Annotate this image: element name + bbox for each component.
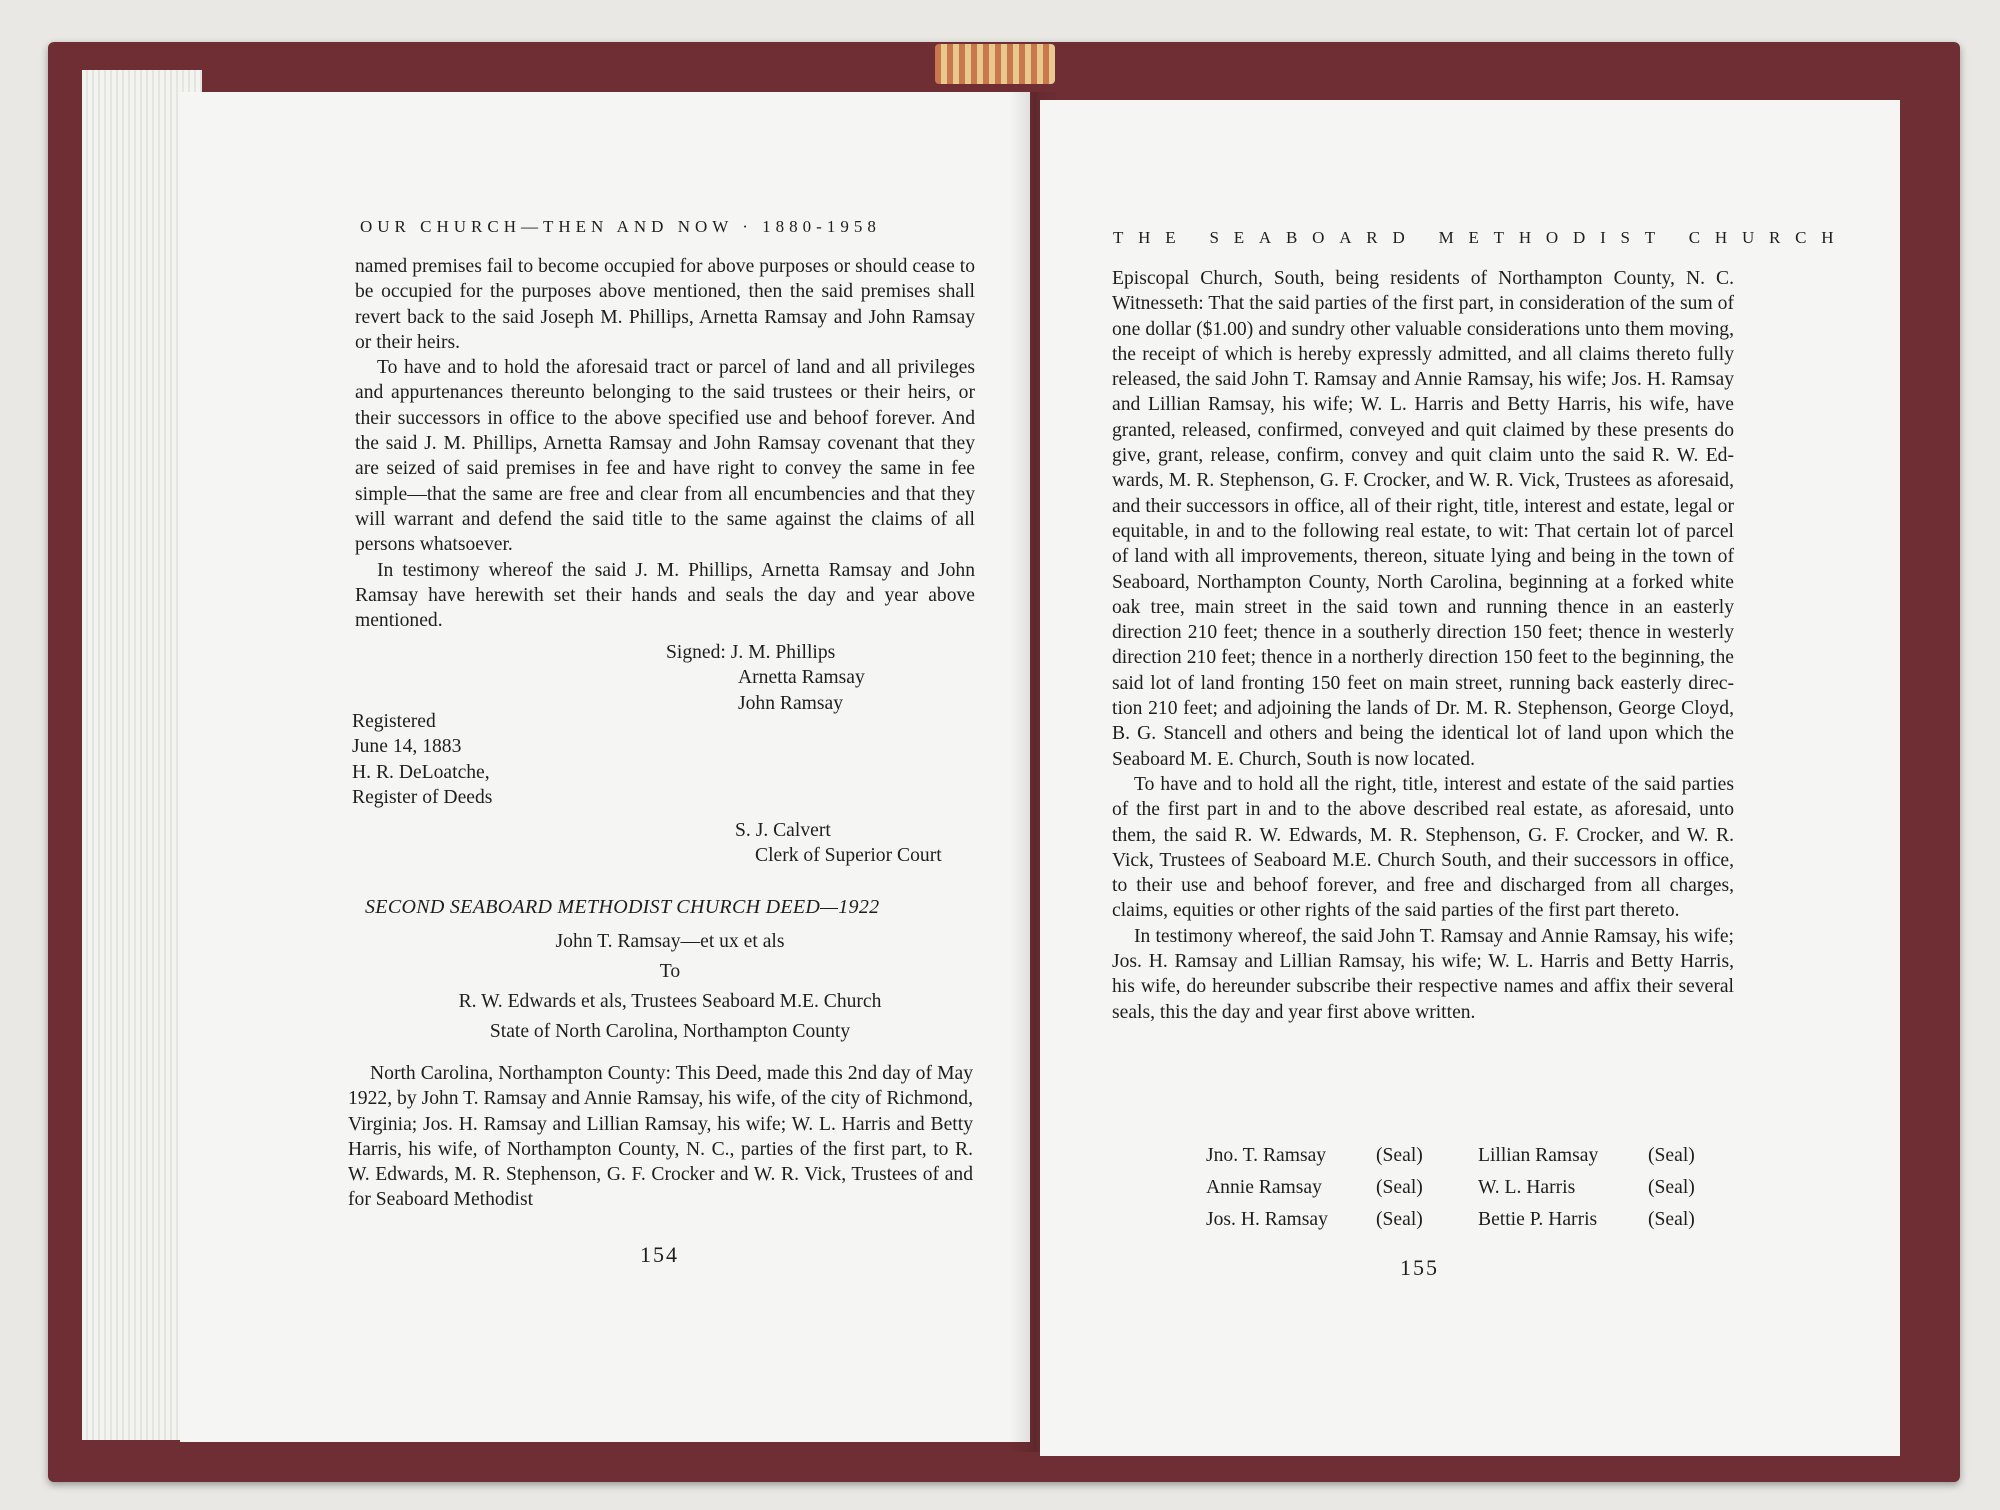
signed-block: [666, 640, 986, 716]
signature-name: Bettie P. Harris: [1478, 1209, 1598, 1230]
registered-line: June 14, 1883: [352, 736, 462, 758]
signature-name: Annie Ramsay: [1206, 1177, 1322, 1198]
right-page: [1040, 100, 1900, 1456]
signature-name: Lillian Ramsay: [1478, 1145, 1599, 1166]
paragraph: North Carolina, Northampton County: This Deed, made this 2nd day of May 1922, by John T. Ramsay and Annie Ramsay, his wife, of the city of Richmond, Virginia; Jos. H. Ramsay and Lillian Ramsay, his wife; W. L. Harris and Betty Harris, his wife, of Northampton County, N. C., parties of the first part, to R. W. Edwards, M. R. Stephenson, G. F. Crocker and W. R. Vick, Trustees of and for Seaboard Methodist: [348, 1063, 973, 1211]
signature-row: [1206, 1204, 1695, 1236]
party-line: R. W. Edwards et als, Trustees Seaboard M.E. Church: [458, 991, 882, 1012]
page-number-right: 155: [1400, 1255, 1439, 1280]
signed-line: John Ramsay: [738, 692, 844, 714]
book-headband: [935, 44, 1055, 84]
paragraph: To have and to hold all the right, title, interest and estate of the said parties of the first part in and to the above described real estate, as aforesaid, unto them, the said R. W. Edwards, M. R. Stephenson, G. F. Crocker, and W. R. Vick, Trustees of Seaboard M.E. Church South, and their successors in office, to their use and behoof forever, and free and discharged from all charges, claims, equities or other rights of the said parties of the first part thereto.: [1112, 773, 1734, 922]
seal-label: (Seal): [1648, 1209, 1695, 1230]
party-line: John T. Ramsay—et ux et als: [555, 931, 785, 952]
deed-paragraph: [348, 1061, 973, 1213]
signed-line: Arnetta Ramsay: [738, 667, 865, 689]
clerk-line: Clerk of Superior Court: [755, 845, 942, 867]
paragraph: In testimony whereof the said J. M. Phillips, Arnetta Ramsay and John Ramsay have herewith set their hands and seals the day and year above mentioned.: [355, 559, 975, 632]
paragraph: To have and to hold the aforesaid tract or parcel of land and all privileges and appurtenances thereunto belonging to the said trustees or their heirs, or their successors in office to the above specified use and behoof forever. And the said J. M. Phillips, Arnetta Ramsay and John Ramsay covenant that they are seized of said premises in fee and have right to convey the same in fee simple—that the same are free and clear from all encumbencies and that they will warrant and defend the said title to the same against the claims of all persons whatsoever.: [355, 357, 975, 556]
signature-row: [1206, 1140, 1695, 1172]
registered-line: H. R. DeLoatche,: [352, 761, 490, 783]
registered-block: [352, 709, 652, 810]
page-number-left: 154: [640, 1242, 679, 1267]
left-body-text: [355, 254, 975, 633]
signature-name: W. L. Harris: [1478, 1177, 1576, 1198]
seal-label: (Seal): [1376, 1145, 1423, 1166]
clerk-block: [735, 818, 995, 869]
parties-block: [360, 927, 980, 1047]
left-page: [180, 92, 1030, 1442]
left-running-head: OUR CHURCH—THEN AND NOW · 1880-1958: [360, 217, 881, 236]
right-body-text: [1112, 266, 1734, 1025]
seal-label: (Seal): [1376, 1209, 1423, 1230]
paragraph: named premises fail to become occupied for above purposes or should cease to be occupied for the purposes above mentioned, then the said premises shall revert back to the said Joseph M. Phillips, Arnetta Ramsay and John Ramsay or their heirs.: [355, 256, 975, 353]
signature-row: [1206, 1172, 1695, 1204]
right-running-head: THE SEABOARD METHODIST CHURCH: [1113, 228, 1849, 247]
clerk-line: S. J. Calvert: [735, 820, 831, 841]
signature-name: Jos. H. Ramsay: [1206, 1209, 1328, 1230]
seal-label: (Seal): [1648, 1145, 1695, 1166]
party-line: State of North Carolina, Northampton County: [489, 1021, 851, 1042]
signature-table: [1206, 1140, 1695, 1236]
party-line: To: [659, 961, 681, 982]
signed-line: Signed: J. M. Phillips: [666, 642, 836, 663]
paragraph: In testimony whereof, the said John T. Ramsay and Annie Ramsay, his wife; Jos. H. Ramsay and Lillian Ramsay, his wife; W. L. Harris and Betty Harris, his wife, do hereunder subscribe their respective names and affix their several seals, this the day and year first above written.: [1112, 925, 1734, 1023]
seal-label: (Seal): [1648, 1177, 1695, 1198]
registered-line: Registered: [352, 711, 436, 732]
paragraph: Episcopal Church, South, being residents of Northampton County, N. C. Witnesseth: That the said parties of the first part, in consideration of the sum of one dollar ($1.00) and sundry other valuable considerations unto them moving, the receipt of which is hereby expressly admitted, and all claims thereto fully released, the said John T. Ramsay and Annie Ramsay, his wife; Jos. H. Ramsay and Lillian Ramsay, his wife; W. L. Harris and Betty Harris, his wife, have granted, released, confirmed, conveyed and quit claimed by these presents do give, grant, release, confirm, convey and quit claim unto the said R. W. Edwards, M. R. Stephenson, G. F. Crocker, and W. R. Vick, Trustees as aforesaid, and their successors in office, all of their right, title, interest and estate, legal or equitable, in and to the following real estate, to wit: That certain lot of parcel of land with all improvements, thereon, situate lying and being in the town of Seaboard, Northampton County, North Carolina, beginning at a forked white oak tree, main street in the said town and running thence in an easterly direction 210 feet; thence in a southerly direction 150 feet; thence in westerly direction 210 feet; thence in a northerly direction 150 feet to the beginning, the said lot of land fronting 150 feet on main street, running back easterly direction 210 feet; and adjoining the lands of Dr. M. R. Stephenson, George Cloyd, B. G. Stancell and others and being the identical lot of land upon which the Seaboard M. E. Church, South is now located.: [1112, 268, 1734, 770]
signature-name: Jno. T. Ramsay: [1206, 1145, 1327, 1166]
section-title: SECOND SEABOARD METHODIST CHURCH DEED—1922: [365, 896, 880, 918]
seal-label: (Seal): [1376, 1177, 1423, 1198]
registered-line: Register of Deeds: [352, 786, 493, 808]
